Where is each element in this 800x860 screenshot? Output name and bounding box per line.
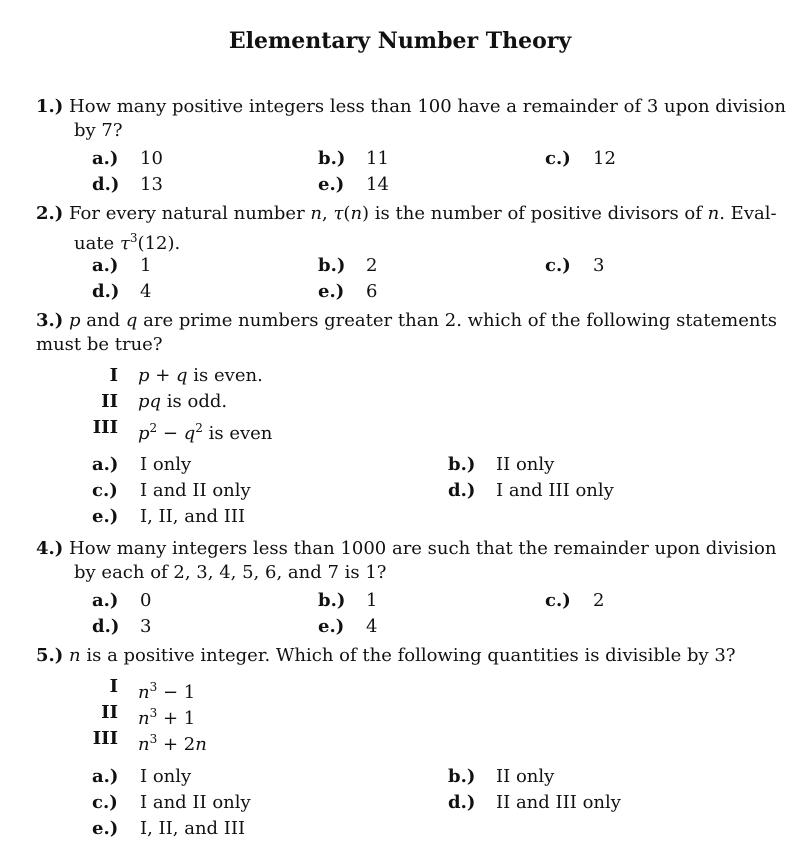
question-number: 3.) [36, 310, 64, 331]
question-text: For every natural number [69, 203, 311, 224]
variable-tau: τ [333, 203, 344, 224]
exponent: 3 [149, 706, 158, 720]
choice-label: c.) [92, 480, 118, 501]
statement-text [138, 416, 272, 446]
choice-2e[interactable] [318, 280, 377, 304]
choice-2a[interactable] [92, 254, 151, 278]
choice-label: e.) [318, 281, 345, 302]
choice-3c[interactable] [92, 479, 251, 503]
choice-value: 11 [366, 148, 389, 169]
question-3-line-1 [36, 309, 777, 333]
choice-label: d.) [92, 281, 120, 302]
statement-number: III [92, 417, 118, 438]
statement-number: II [101, 391, 118, 412]
variable-p: p [69, 310, 81, 331]
choice-value: 2 [593, 590, 605, 611]
choice-value: 0 [140, 590, 152, 611]
statement-number: III [92, 728, 118, 749]
choice-label: b.) [448, 454, 476, 475]
exponent: 2 [195, 421, 203, 435]
choice-4a[interactable] [92, 589, 151, 613]
choice-label: b.) [318, 590, 346, 611]
choice-1d[interactable] [92, 173, 163, 197]
statement-rest: is even [202, 423, 273, 444]
statement-rest: is odd. [161, 391, 228, 412]
choice-value: I, II, and III [140, 506, 246, 527]
choice-3b[interactable] [448, 453, 554, 477]
choice-label: c.) [545, 255, 571, 276]
choice-value: I only [140, 454, 192, 475]
question-number: 5.) [36, 645, 64, 666]
statement-number: I [109, 676, 118, 697]
question-4-line-2: by each of 2, 3, 4, 5, 6, and 7 is 1? [74, 562, 387, 583]
question-2-line-2 [74, 226, 180, 256]
choice-label: a.) [92, 454, 119, 475]
choice-value: II and III only [496, 792, 621, 813]
choice-label: c.) [545, 148, 571, 169]
choice-label: d.) [92, 174, 120, 195]
question-text: are prime numbers greater than 2. which of the following statements [137, 310, 777, 331]
variable-n: n [310, 203, 322, 224]
choice-value: I only [140, 766, 192, 787]
choice-value: I and III only [496, 480, 614, 501]
choice-label: d.) [92, 616, 120, 637]
statement-rest: − 1 [157, 682, 196, 703]
choice-value: 13 [140, 174, 163, 195]
question-number: 4.) [36, 538, 64, 559]
choice-value: 14 [366, 174, 389, 195]
choice-value: II only [496, 454, 555, 475]
question-text: (12). [137, 233, 181, 254]
choice-4c[interactable] [545, 589, 604, 613]
choice-value: 1 [366, 590, 378, 611]
statement-number: II [101, 702, 118, 723]
variable-n: n [138, 708, 150, 729]
exponent: 2 [149, 421, 158, 435]
choice-label: a.) [92, 590, 119, 611]
choice-3d[interactable] [448, 479, 614, 503]
statement-text [138, 390, 227, 414]
question-text: . Eval- [719, 203, 777, 224]
choice-value: 3 [593, 255, 605, 276]
choice-value: II only [496, 766, 555, 787]
question-5-line-1 [36, 644, 736, 668]
statement-number: I [109, 365, 118, 386]
choice-2d[interactable] [92, 280, 151, 304]
statement-rest: + 1 [157, 708, 196, 729]
question-text: uate [74, 233, 120, 254]
exponent: 3 [129, 231, 138, 245]
expression: p + q [138, 365, 188, 386]
choice-label: a.) [92, 766, 119, 787]
choice-label: a.) [92, 255, 119, 276]
expression: pq [138, 391, 162, 412]
choice-label: c.) [92, 792, 118, 813]
choice-label: e.) [92, 818, 119, 839]
question-3-line-2: must be true? [36, 334, 163, 355]
question-2-line-1 [36, 202, 777, 226]
choice-value: I and II only [140, 480, 251, 501]
choice-5b[interactable] [448, 765, 554, 789]
exponent: 3 [149, 732, 158, 746]
question-1-line-2: by 7? [74, 120, 123, 141]
choice-value: I, II, and III [140, 818, 246, 839]
statement-text [138, 364, 263, 388]
choice-1e[interactable] [318, 173, 389, 197]
question-number: 2.) [36, 203, 64, 224]
choice-5d[interactable] [448, 791, 621, 815]
statement-rest: + 2 [157, 734, 196, 755]
choice-value: 3 [140, 616, 152, 637]
choice-label: e.) [92, 506, 119, 527]
variable-n: n [350, 203, 363, 224]
choice-4e[interactable] [318, 615, 377, 639]
choice-5e[interactable] [92, 817, 245, 841]
variable-n: n [138, 734, 150, 755]
operator: − [157, 423, 184, 444]
statement-rest: is even. [187, 365, 263, 386]
choice-value: 12 [593, 148, 616, 169]
variable-n: n [69, 645, 81, 666]
choice-label: a.) [92, 148, 119, 169]
choice-1c[interactable] [545, 147, 616, 171]
choice-label: e.) [318, 616, 345, 637]
choice-2b[interactable] [318, 254, 377, 278]
choice-4b[interactable] [318, 589, 377, 613]
variable-tau: τ [119, 233, 130, 254]
question-text: How many integers less than 1000 are such that the remainder upon division [69, 538, 777, 559]
choice-5c[interactable] [92, 791, 251, 815]
page-title: Elementary Number Theory [228, 28, 572, 54]
choice-1a[interactable] [92, 147, 163, 171]
question-4-line-1 [36, 537, 776, 561]
choice-value: 4 [366, 616, 378, 637]
choice-value: 2 [366, 255, 378, 276]
choice-label: d.) [448, 480, 476, 501]
choice-2c[interactable] [545, 254, 604, 278]
variable-q: q [183, 423, 196, 444]
choice-3a[interactable] [92, 453, 191, 477]
choice-3e[interactable] [92, 505, 245, 529]
choice-value: I and II only [140, 792, 251, 813]
variable-p: p [138, 423, 150, 444]
question-text: How many positive integers less than 100 have a remainder of 3 upon division [69, 96, 786, 117]
choice-label: e.) [318, 174, 345, 195]
choice-4d[interactable] [92, 615, 151, 639]
statement-text [138, 727, 207, 757]
choice-1b[interactable] [318, 147, 389, 171]
question-number: 1.) [36, 96, 64, 117]
choice-value: 4 [140, 281, 152, 302]
question-text: , [322, 203, 334, 224]
question-text: ( [343, 203, 351, 224]
choice-value: 10 [140, 148, 163, 169]
variable-n: n [195, 734, 207, 755]
choice-label: d.) [448, 792, 476, 813]
question-text: and [80, 310, 126, 331]
choice-label: b.) [318, 148, 346, 169]
variable-n: n [707, 203, 720, 224]
question-text: ) is the number of positive divisors of [362, 203, 708, 224]
choice-value: 1 [140, 255, 152, 276]
question-1-line-1 [36, 95, 786, 119]
question-text: is a positive integer. Which of the following quantities is divisible by 3? [80, 645, 736, 666]
choice-5a[interactable] [92, 765, 191, 789]
choice-value: 6 [366, 281, 378, 302]
choice-label: b.) [318, 255, 346, 276]
exponent: 3 [149, 680, 158, 694]
variable-q: q [125, 310, 138, 331]
choice-label: b.) [448, 766, 476, 787]
choice-label: c.) [545, 590, 571, 611]
variable-n: n [138, 682, 150, 703]
